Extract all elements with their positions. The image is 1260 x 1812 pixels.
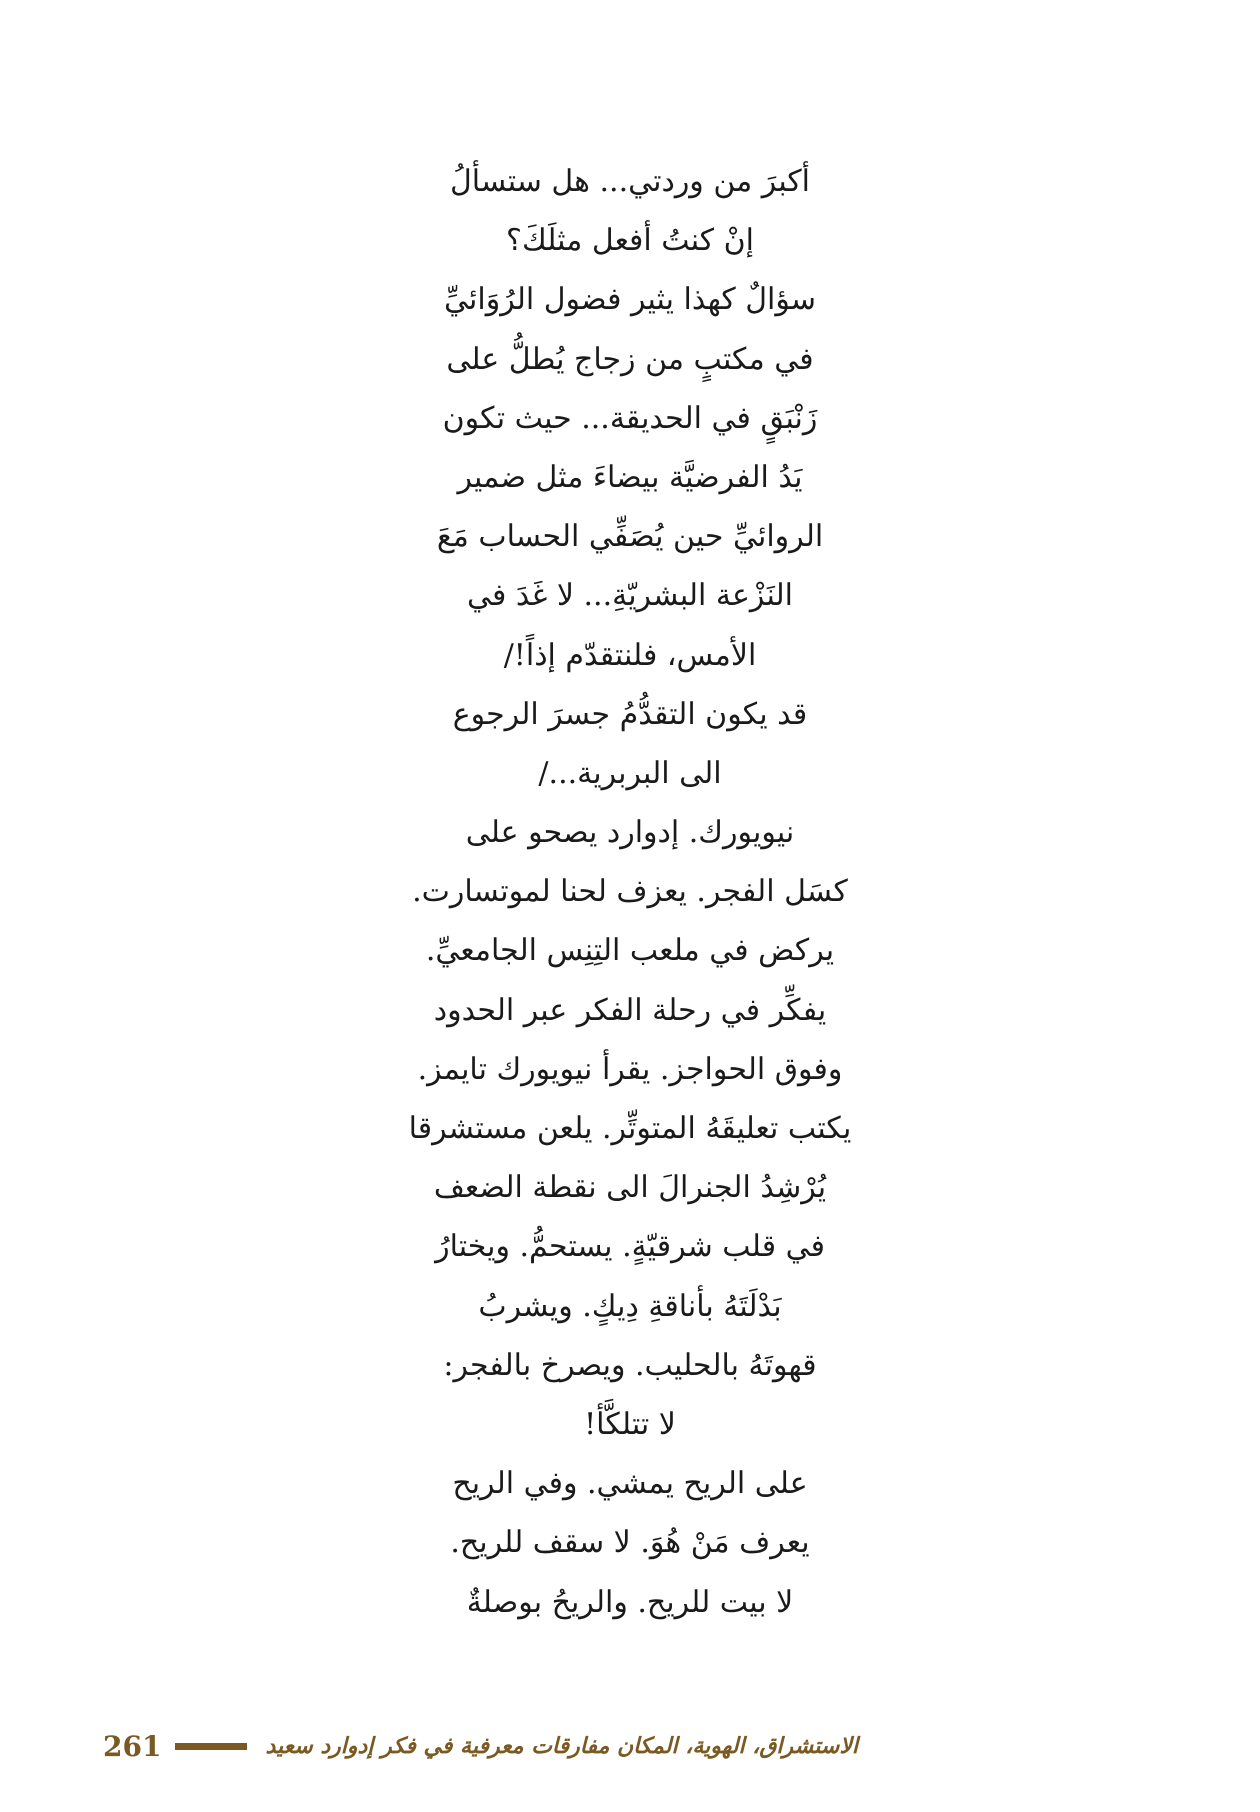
poem-line: يُرْشِدُ الجنرالَ الى نقطة الضعف xyxy=(433,1170,827,1206)
poem-line: إنْ كنتُ أفعل مثلَكَ؟ xyxy=(506,223,754,259)
page-footer xyxy=(103,1722,1163,1770)
poem-line: يركض في ملعب التِنِس الجامعيِّ. xyxy=(425,933,835,969)
poem-line: قد يكون التقدُّمُ جسرَ الرجوع xyxy=(452,696,808,732)
poem-line: نيويورك. إدوارد يصحو على xyxy=(465,815,795,851)
poem-line: في مكتبٍ من زجاج يُطلُّ على xyxy=(446,341,814,377)
poem-line: قهوتَهُ بالحليب. ويصرخ بالفجر: xyxy=(443,1347,817,1383)
poem-line: كسَل الفجر. يعزف لحنا لموتسارت. xyxy=(412,874,848,910)
poem-line: سؤالٌ كهذا يثير فضول الرُوَائيِّ xyxy=(444,282,816,318)
poem-line: في قلب شرقيّةٍ. يستحمُّ. ويختارُ xyxy=(435,1229,825,1265)
poem-line: زَنْبَقٍ في الحديقة... حيث تكون xyxy=(442,400,818,436)
poem-line: الأمس، فلنتقدّم إذاً!/ xyxy=(503,637,757,673)
footer-rule xyxy=(175,1743,247,1750)
poem-line: النَزْعة البشريّةِ... لا غَدَ في xyxy=(467,578,793,614)
page-number: 261 xyxy=(103,1729,162,1763)
poem-line: الروائيِّ حين يُصَفِّي الحساب مَعَ xyxy=(436,519,824,555)
running-book-title: الاستشراق، الهوية، المكان مفارقات معرفية في فكر إدوارد سعيد xyxy=(265,1733,859,1759)
poem-line: وفوق الحواجز. يقرأ نيويورك تايمز. xyxy=(417,1051,843,1087)
poem-line: يفكِّر في رحلة الفكر عبر الحدود xyxy=(433,992,827,1028)
poem-line: الى البربرية.../ xyxy=(538,755,722,791)
poem-line: يكتب تعليقَهُ المتوتِّر. يلعن مستشرقا xyxy=(408,1111,852,1146)
poem-line: يَدُ الفرضيَّة بيضاءَ مثل ضمير xyxy=(457,459,803,495)
poem-line: لا بيت للريح. والريحُ بوصلةٌ xyxy=(466,1584,794,1620)
poem-line: على الريح يمشي. وفي الريح xyxy=(452,1466,808,1502)
poem-line: يعرف مَنْ هُوَ. لا سقف للريح. xyxy=(450,1525,810,1561)
poem-line: لا تتلكَّأ! xyxy=(584,1406,676,1442)
poem-line: بَدْلَتَهُ بأناقةِ دِيكٍ. ويشربُ xyxy=(478,1288,782,1324)
poem-line: أكبرَ من وردتي... هل ستسألُ xyxy=(450,164,810,199)
poem-body xyxy=(0,152,1260,1632)
